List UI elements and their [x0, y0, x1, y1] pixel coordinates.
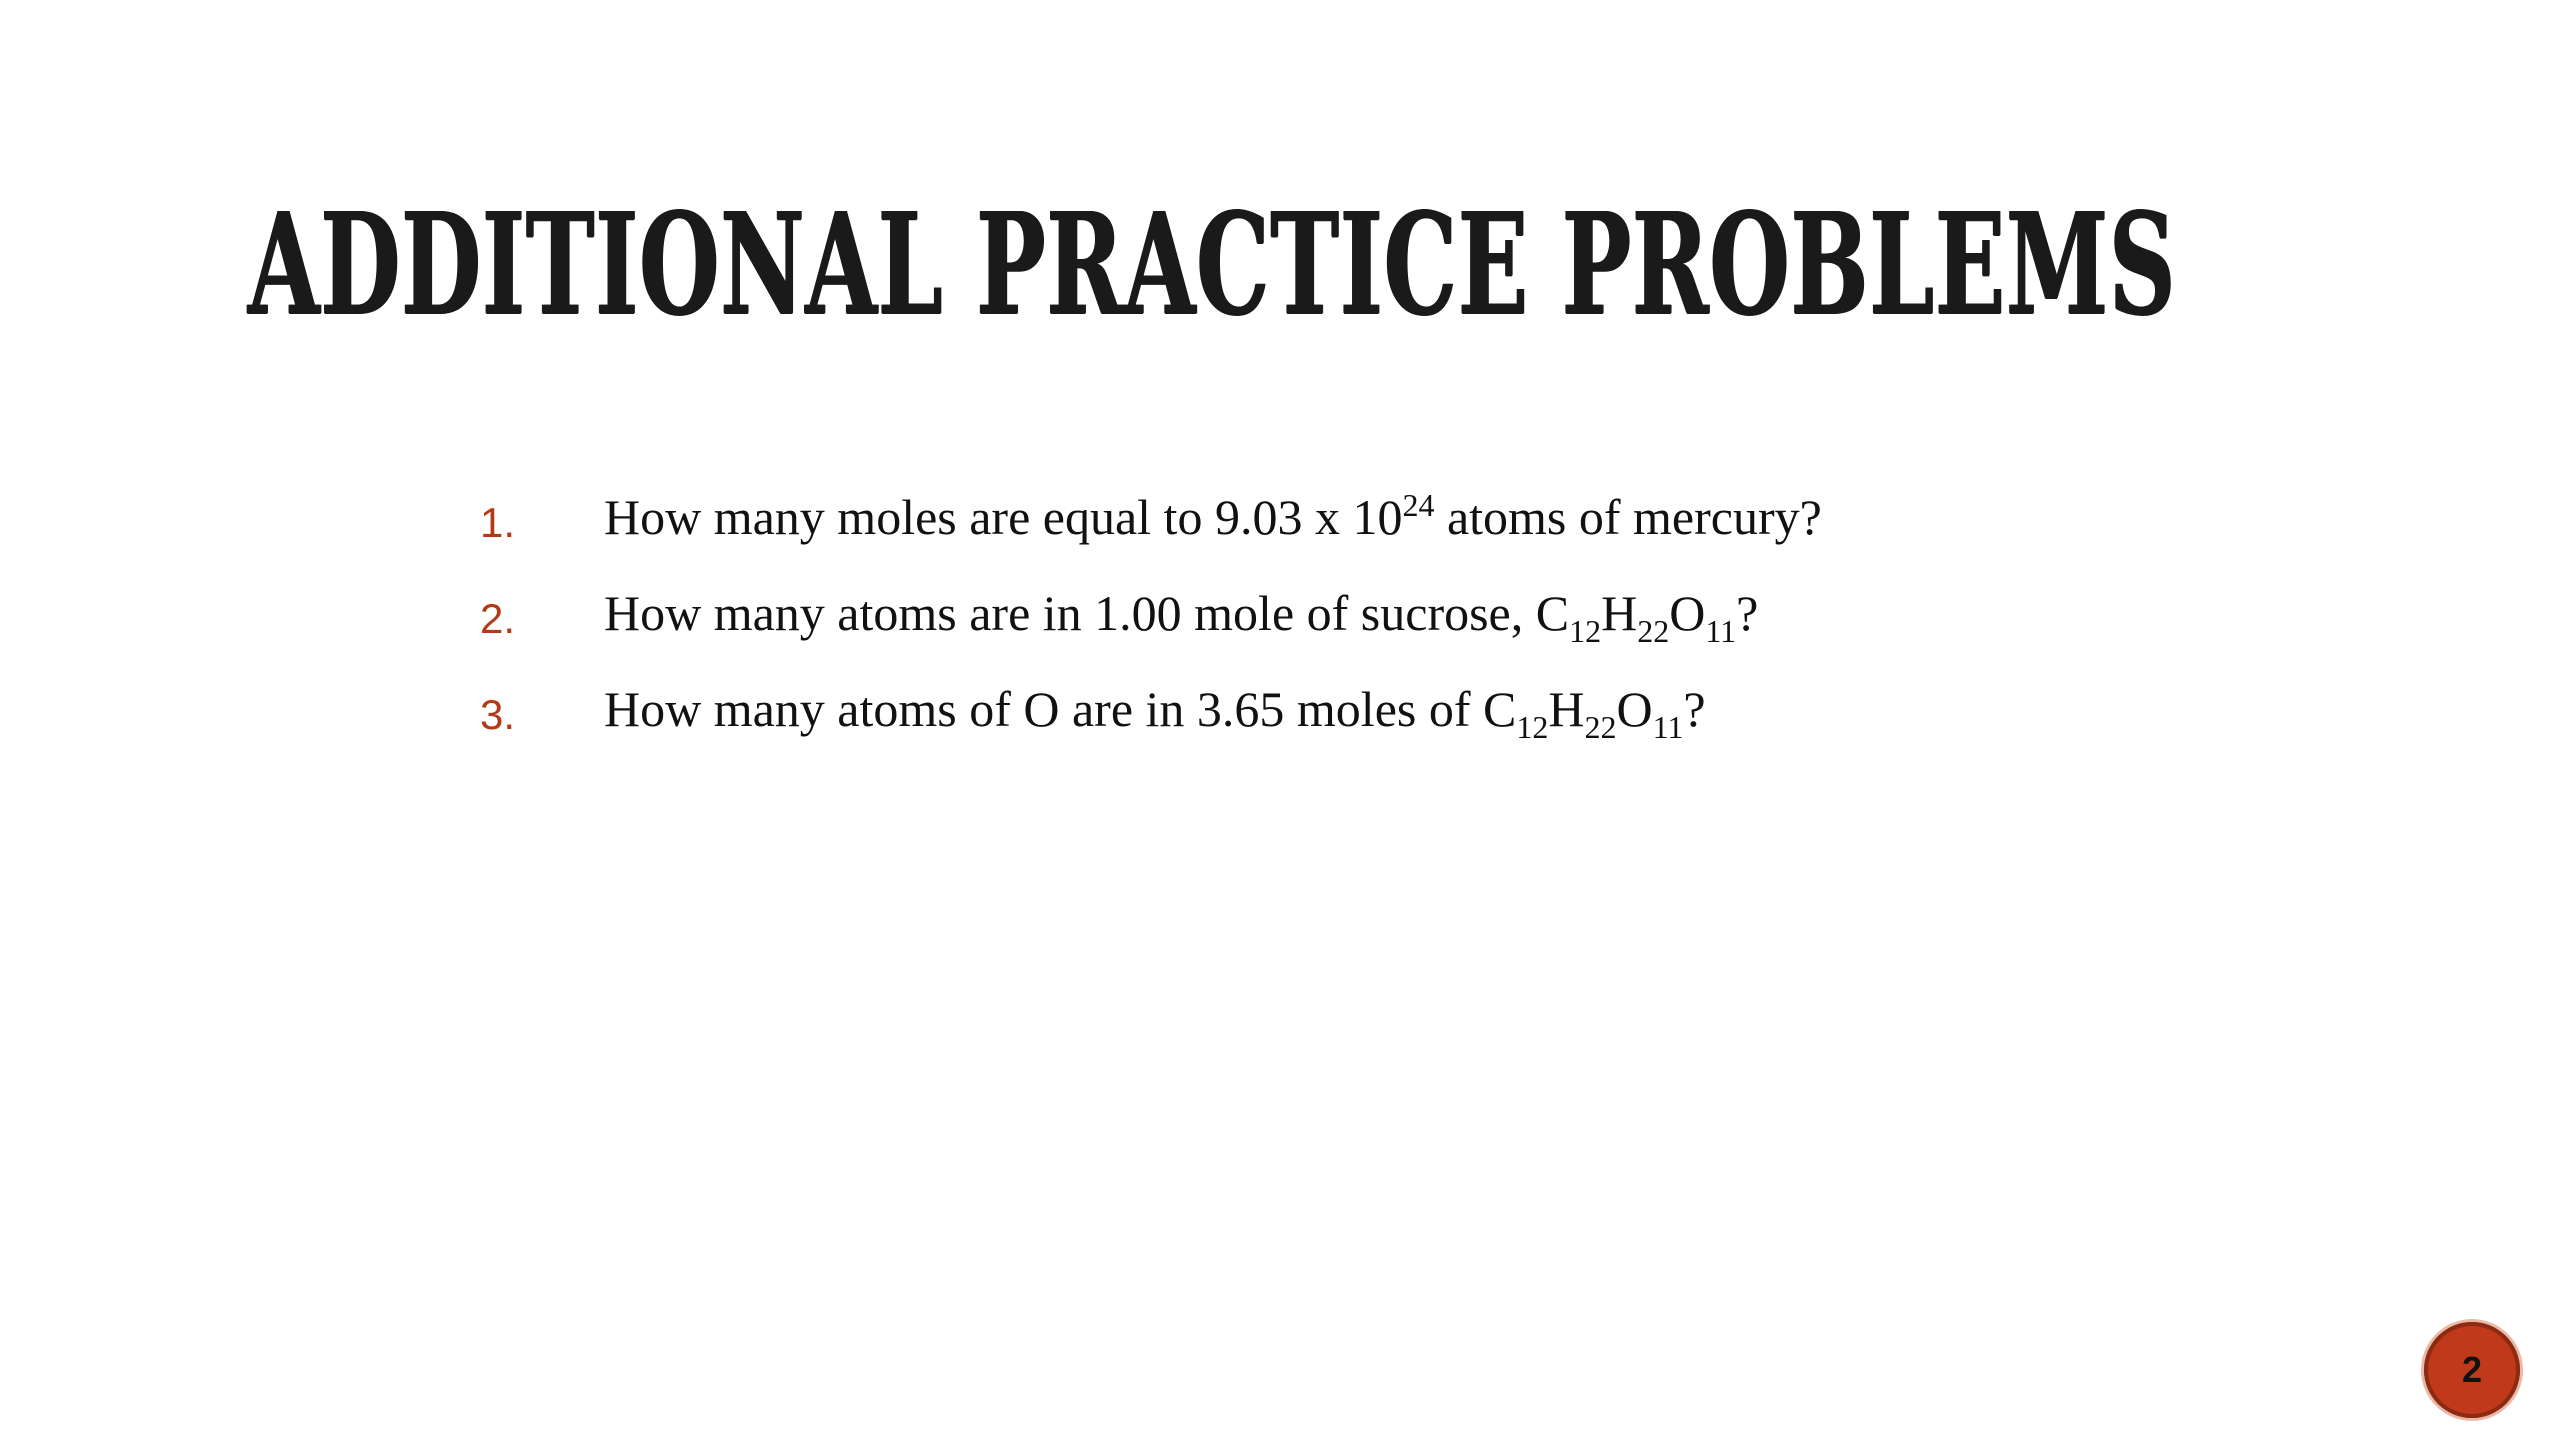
problem-number: 3.: [480, 691, 516, 738]
element-symbol: O: [1616, 681, 1653, 737]
element-symbol: H: [1548, 681, 1585, 737]
problem-text-part: atoms of mercury?: [1434, 489, 1822, 545]
page-number-badge: [2424, 1322, 2520, 1418]
subscript: 22: [1637, 613, 1670, 649]
problem-text-part: ?: [1683, 681, 1706, 737]
subscript: 12: [1516, 709, 1549, 745]
problem-text-part: How many atoms are in 1.00 mole of sucrose, C: [604, 585, 1570, 641]
problem-text: [604, 680, 2040, 744]
problem-text-part: How many atoms of O are in 3.65 moles of C: [604, 681, 1517, 737]
problem-text-part: ?: [1736, 585, 1759, 641]
page-number: 2: [2461, 1349, 2483, 1390]
exponent: 24: [1402, 487, 1435, 523]
problem-list: [480, 488, 2040, 776]
subscript: 12: [1569, 613, 1602, 649]
problem-text-part: How many moles are equal to 9.03 x 10: [604, 489, 1403, 545]
subscript: 11: [1652, 709, 1684, 745]
problem-text: [604, 488, 2040, 552]
list-item: [480, 680, 2040, 744]
problem-number: 2.: [480, 595, 516, 642]
list-item: [480, 584, 2040, 648]
list-item: [480, 488, 2040, 552]
slide-title: ADDITIONAL PRACTICE PROBLEMS: [248, 183, 2177, 347]
element-symbol: H: [1601, 585, 1638, 641]
subscript: 11: [1705, 613, 1737, 649]
problem-number: 1.: [480, 499, 516, 546]
problem-text: [604, 584, 2040, 648]
subscript: 22: [1584, 709, 1617, 745]
element-symbol: O: [1669, 585, 1706, 641]
